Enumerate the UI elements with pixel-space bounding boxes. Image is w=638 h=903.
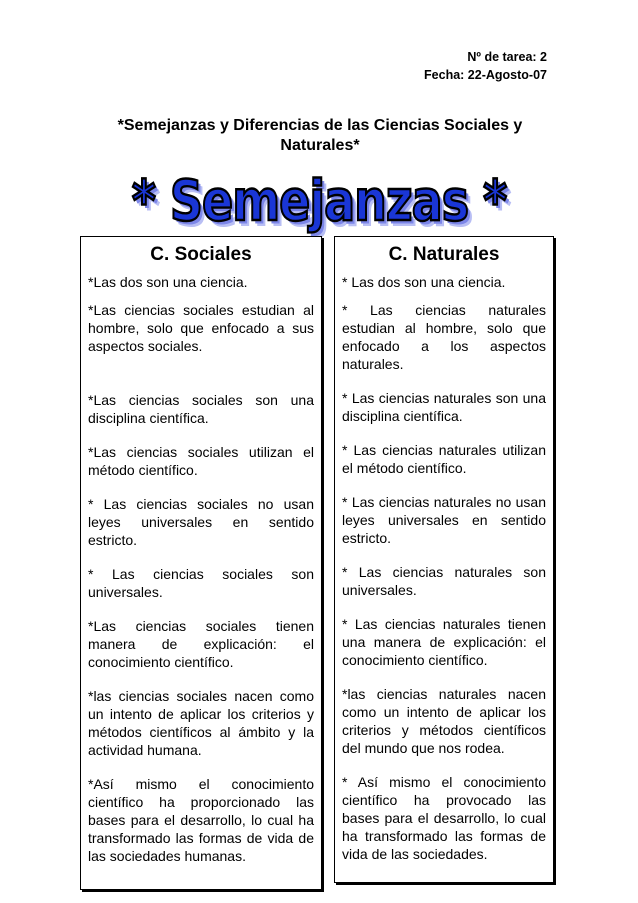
document-meta (424, 48, 547, 84)
naturales-item: * Las ciencias naturales tienen una manera de explicación: el conocimiento científico. (342, 616, 546, 668)
naturales-column (334, 236, 554, 883)
wordart-heading: * Semejanzas * (131, 167, 507, 234)
naturales-item: * Las ciencias naturales son universales. (342, 564, 546, 598)
document-title: *Semejanzas y Diferencias de las Ciencias Sociales y Naturales* (117, 117, 523, 154)
document-date: Fecha: 22-Agosto-07 (424, 68, 547, 82)
naturales-item: * Las ciencias naturales estudian al hombre, solo que enfocado a los aspectos naturales. (342, 302, 546, 372)
sociales-item: *Las ciencias sociales tienen manera de explicación: el conocimiento científico. (88, 618, 314, 670)
sociales-item: *Las ciencias sociales son una disciplina científica. (88, 392, 314, 426)
sociales-item: *Las ciencias sociales utilizan el método científico. (88, 444, 314, 478)
sociales-heading: C. Sociales (150, 244, 252, 265)
naturales-item: * Así mismo el conocimiento científico ha provocado las bases para el desarrollo, lo cual ha transformado las formas de vida de las sociedades. (342, 774, 546, 862)
sociales-item: *Las ciencias sociales estudian al hombre, solo que enfocado a sus aspectos sociales. (88, 302, 314, 354)
naturales-item: * Las ciencias naturales utilizan el método científico. (342, 442, 546, 476)
naturales-item: * Las dos son una ciencia. (342, 274, 506, 290)
task-number: Nº de tarea: 2 (467, 50, 547, 64)
naturales-item: *las ciencias naturales nacen como un intento de aplicar los criterios y métodos científicos del mundo que nos rodea. (342, 686, 546, 756)
sociales-item: *Así mismo el conocimiento científico ha proporcionado las bases para el desarrollo, lo cual ha transformado las formas de vida de las sociedades humanas. (88, 776, 314, 864)
naturales-heading: C. Naturales (388, 244, 500, 265)
sociales-item: *las ciencias sociales nacen como un intento de aplicar los criterios y métodos científicos al ámbito y la actividad humana. (88, 688, 314, 758)
sociales-item: * Las ciencias sociales no usan leyes universales en sentido estricto. (88, 496, 314, 548)
sociales-item: * Las ciencias sociales son universales. (88, 566, 314, 600)
sociales-item: *Las dos son una ciencia. (88, 274, 248, 290)
naturales-item: * Las ciencias naturales son una disciplina científica. (342, 390, 546, 424)
sociales-column (80, 236, 322, 890)
naturales-item: * Las ciencias naturales no usan leyes universales en sentido estricto. (342, 494, 546, 546)
